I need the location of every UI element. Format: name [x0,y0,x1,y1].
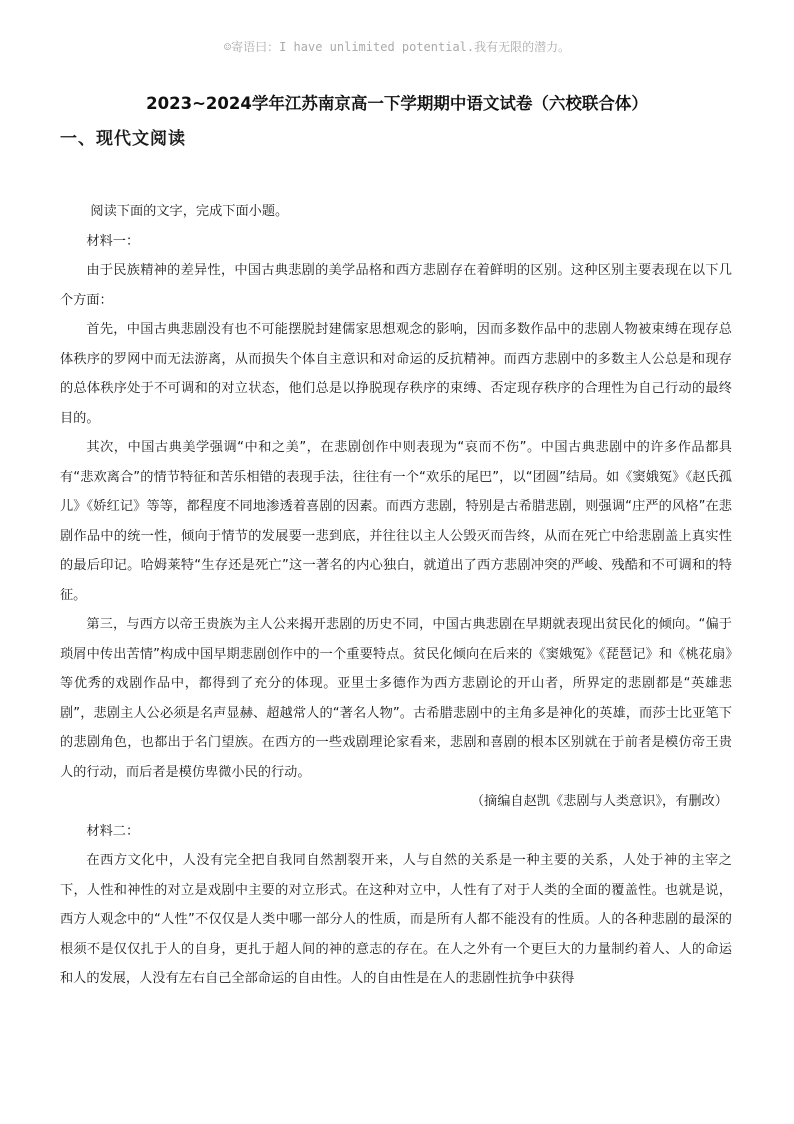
document-title: 2023~2024学年江苏南京高一下学期期中语文试卷（六校联合体） [146,94,648,113]
instruction-text: 阅读下面的文字，完成下面小题。 [90,204,289,219]
material-label: 材料二： [86,823,140,839]
paragraph: 其次，中国古典美学强调“中和之美”，在悲剧创作中则表现为“哀而不伤”。中国古典悲剧中的许多作品都具有“悲欢离合”的情节特征和苦乐相错的表现手法，往往有一个“欢乐的尾巴”，以“团圆”结局。如《窦娥冤》《赵氏孤儿》《娇红记》等等，都程度不同地渗透着喜剧的因素。而西方悲剧，特别是古希腊悲剧，则强调“庄严的风格”在悲剧作品中的统一性，倾向于情节的发展要一悲到底，并往往以主人公毁灭而告终，从而在死亡中给悲剧盖上真实性的最后印记。哈姆莱特“生存还是死亡”这一著名的内心独白，就道出了西方悲剧冲突的严峻、残酷和不可调和的特征。 [60,440,732,603]
paragraph: 由于民族精神的差异性，中国古典悲剧的美学品格和西方悲剧存在着鲜明的区别。这种区别主要表现在以下几个方面： [60,263,732,308]
article-body [60,197,732,994]
source-citation: （摘编自赵凯《悲剧与人类意识》，有删改） [470,794,728,809]
paragraph: 第三，与西方以帝王贵族为主人公来揭开悲剧的历史不同，中国古典悲剧在早期就表现出贫民化的倾向。“偏于琐屑中传出苦情”构成中国早期悲剧创作中的一个重要特点。贫民化倾向在后来的《窦娥冤》《琵琶记》和《桃花扇》等优秀的戏剧作品中，都得到了充分的体现。亚里士多德作为西方悲剧论的开山者，所界定的悲剧都是“英雄悲剧”，悲剧主人公必须是名声显赫、超越常人的“著名人物”。古希腊悲剧中的主角多是神化的英雄，而莎士比亚笔下的悲剧角色，也都出于名门望族。在西方的一些戏剧理论家看来，悲剧和喜剧的根本区别就在于前者是模仿帝王贵人的行动，而后者是模仿卑微小民的行动。 [60,617,732,780]
paragraph: 首先，中国古典悲剧没有也不可能摆脱封建儒家思想观念的影响，因而多数作品中的悲剧人物被束缚在现存总体秩序的罗网中而无法游离，从而损失个体自主意识和对命运的反抗精神。而西方悲剧中的多数主人公总是和现存的总体秩序处于不可调和的对立状态，他们总是以挣脱现存秩序的束缚、否定现存秩序的合理性为自己行动的最终目的。 [60,322,732,426]
material-label: 材料一： [86,233,140,249]
paragraph: 在西方文化中，人没有完全把自我同自然割裂开来，人与自然的关系是一种主要的关系，人处于神的主宰之下，人性和神性的对立是戏剧中主要的对立形式。在这种对立中，人性有了对于人类的全面的覆盖性。也就是说，西方人观念中的“人性”不仅仅是人类中哪一部分人的性质，而是所有人都不能没有的性质。人的各种悲剧的最深的根须不是仅仅扎于人的自身，更扎于超人间的神的意志的存在。在人之外有一个更巨大的力量制约着人、人的命运和人的发展，人没有左右自己全部命运的自由性。人的自由性是在人的悲剧性抗争中获得 [60,853,732,986]
section-heading: 一、现代文阅读 [60,129,186,149]
header-motto: ☺寄语曰：I have unlimited potential.我有无限的潜力。 [223,40,571,54]
